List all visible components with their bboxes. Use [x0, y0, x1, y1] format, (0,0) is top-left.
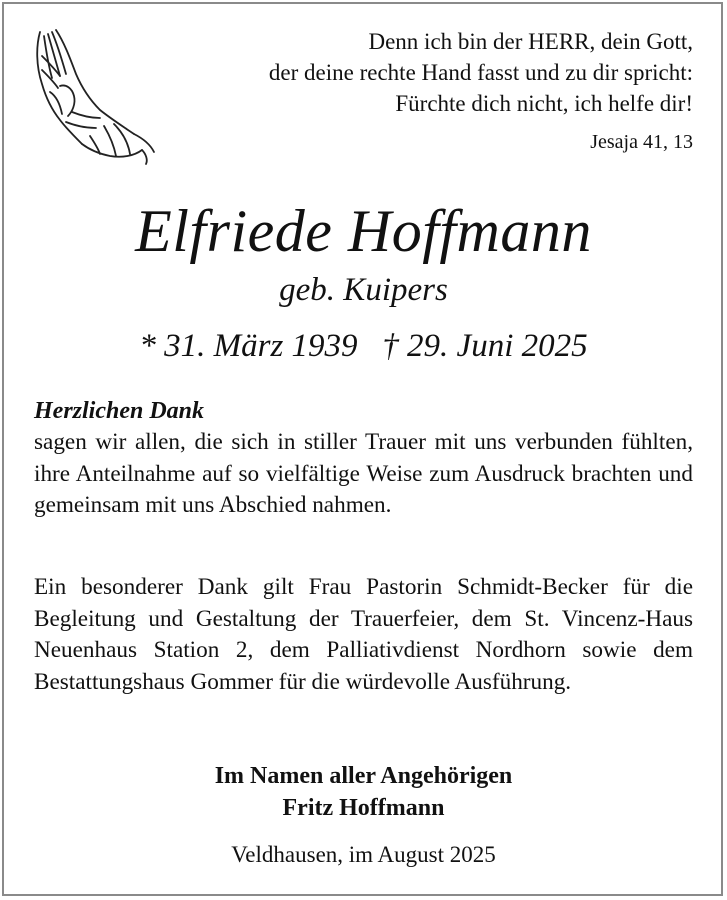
place-and-date: Veldhausen, im August 2025 [231, 842, 496, 867]
signature-line-2: Fritz Hoffmann [282, 795, 445, 821]
verse-line-2: der deine rechte Hand fasst und zu dir spricht: [268, 60, 693, 85]
bible-verse [173, 26, 693, 119]
thanks-paragraph-2: Ein besonderer Dank gilt Frau Pastorin Schmidt-Becker für die Begleitung und Gestaltung der Trauerfeier, dem St. Vincenz-Haus Neuenhaus Station 2, dem Palliativdienst Nordhorn sowie dem Bestattungshaus Gommer für die würdevolle Ausführung. [34, 574, 693, 695]
signature-line-1: Im Namen aller Angehörigen [214, 763, 513, 789]
praying-hands-icon [30, 26, 158, 166]
verse-reference: Jesaja 41, 13 [590, 131, 693, 153]
thanks-paragraph-1: sagen wir allen, die sich in stiller Trauer mit uns verbunden fühlten, ihre Anteilnahme auf so vielfältige Weise zum Ausdruck brachten und gemeinsam mit uns Abschied nahmen. [34, 429, 693, 518]
birth-name: geb. Kuipers [279, 272, 448, 308]
deceased-name: Elfriede Hoffmann [135, 198, 592, 264]
life-dates: * 31. März 1939 † 29. Juni 2025 [139, 328, 588, 364]
verse-line-3: Fürchte dich nicht, ich helfe dir! [395, 91, 693, 116]
verse-line-1: Denn ich bin der HERR, dein Gott, [368, 29, 693, 54]
thanks-heading: Herzlichen Dank [34, 398, 205, 424]
